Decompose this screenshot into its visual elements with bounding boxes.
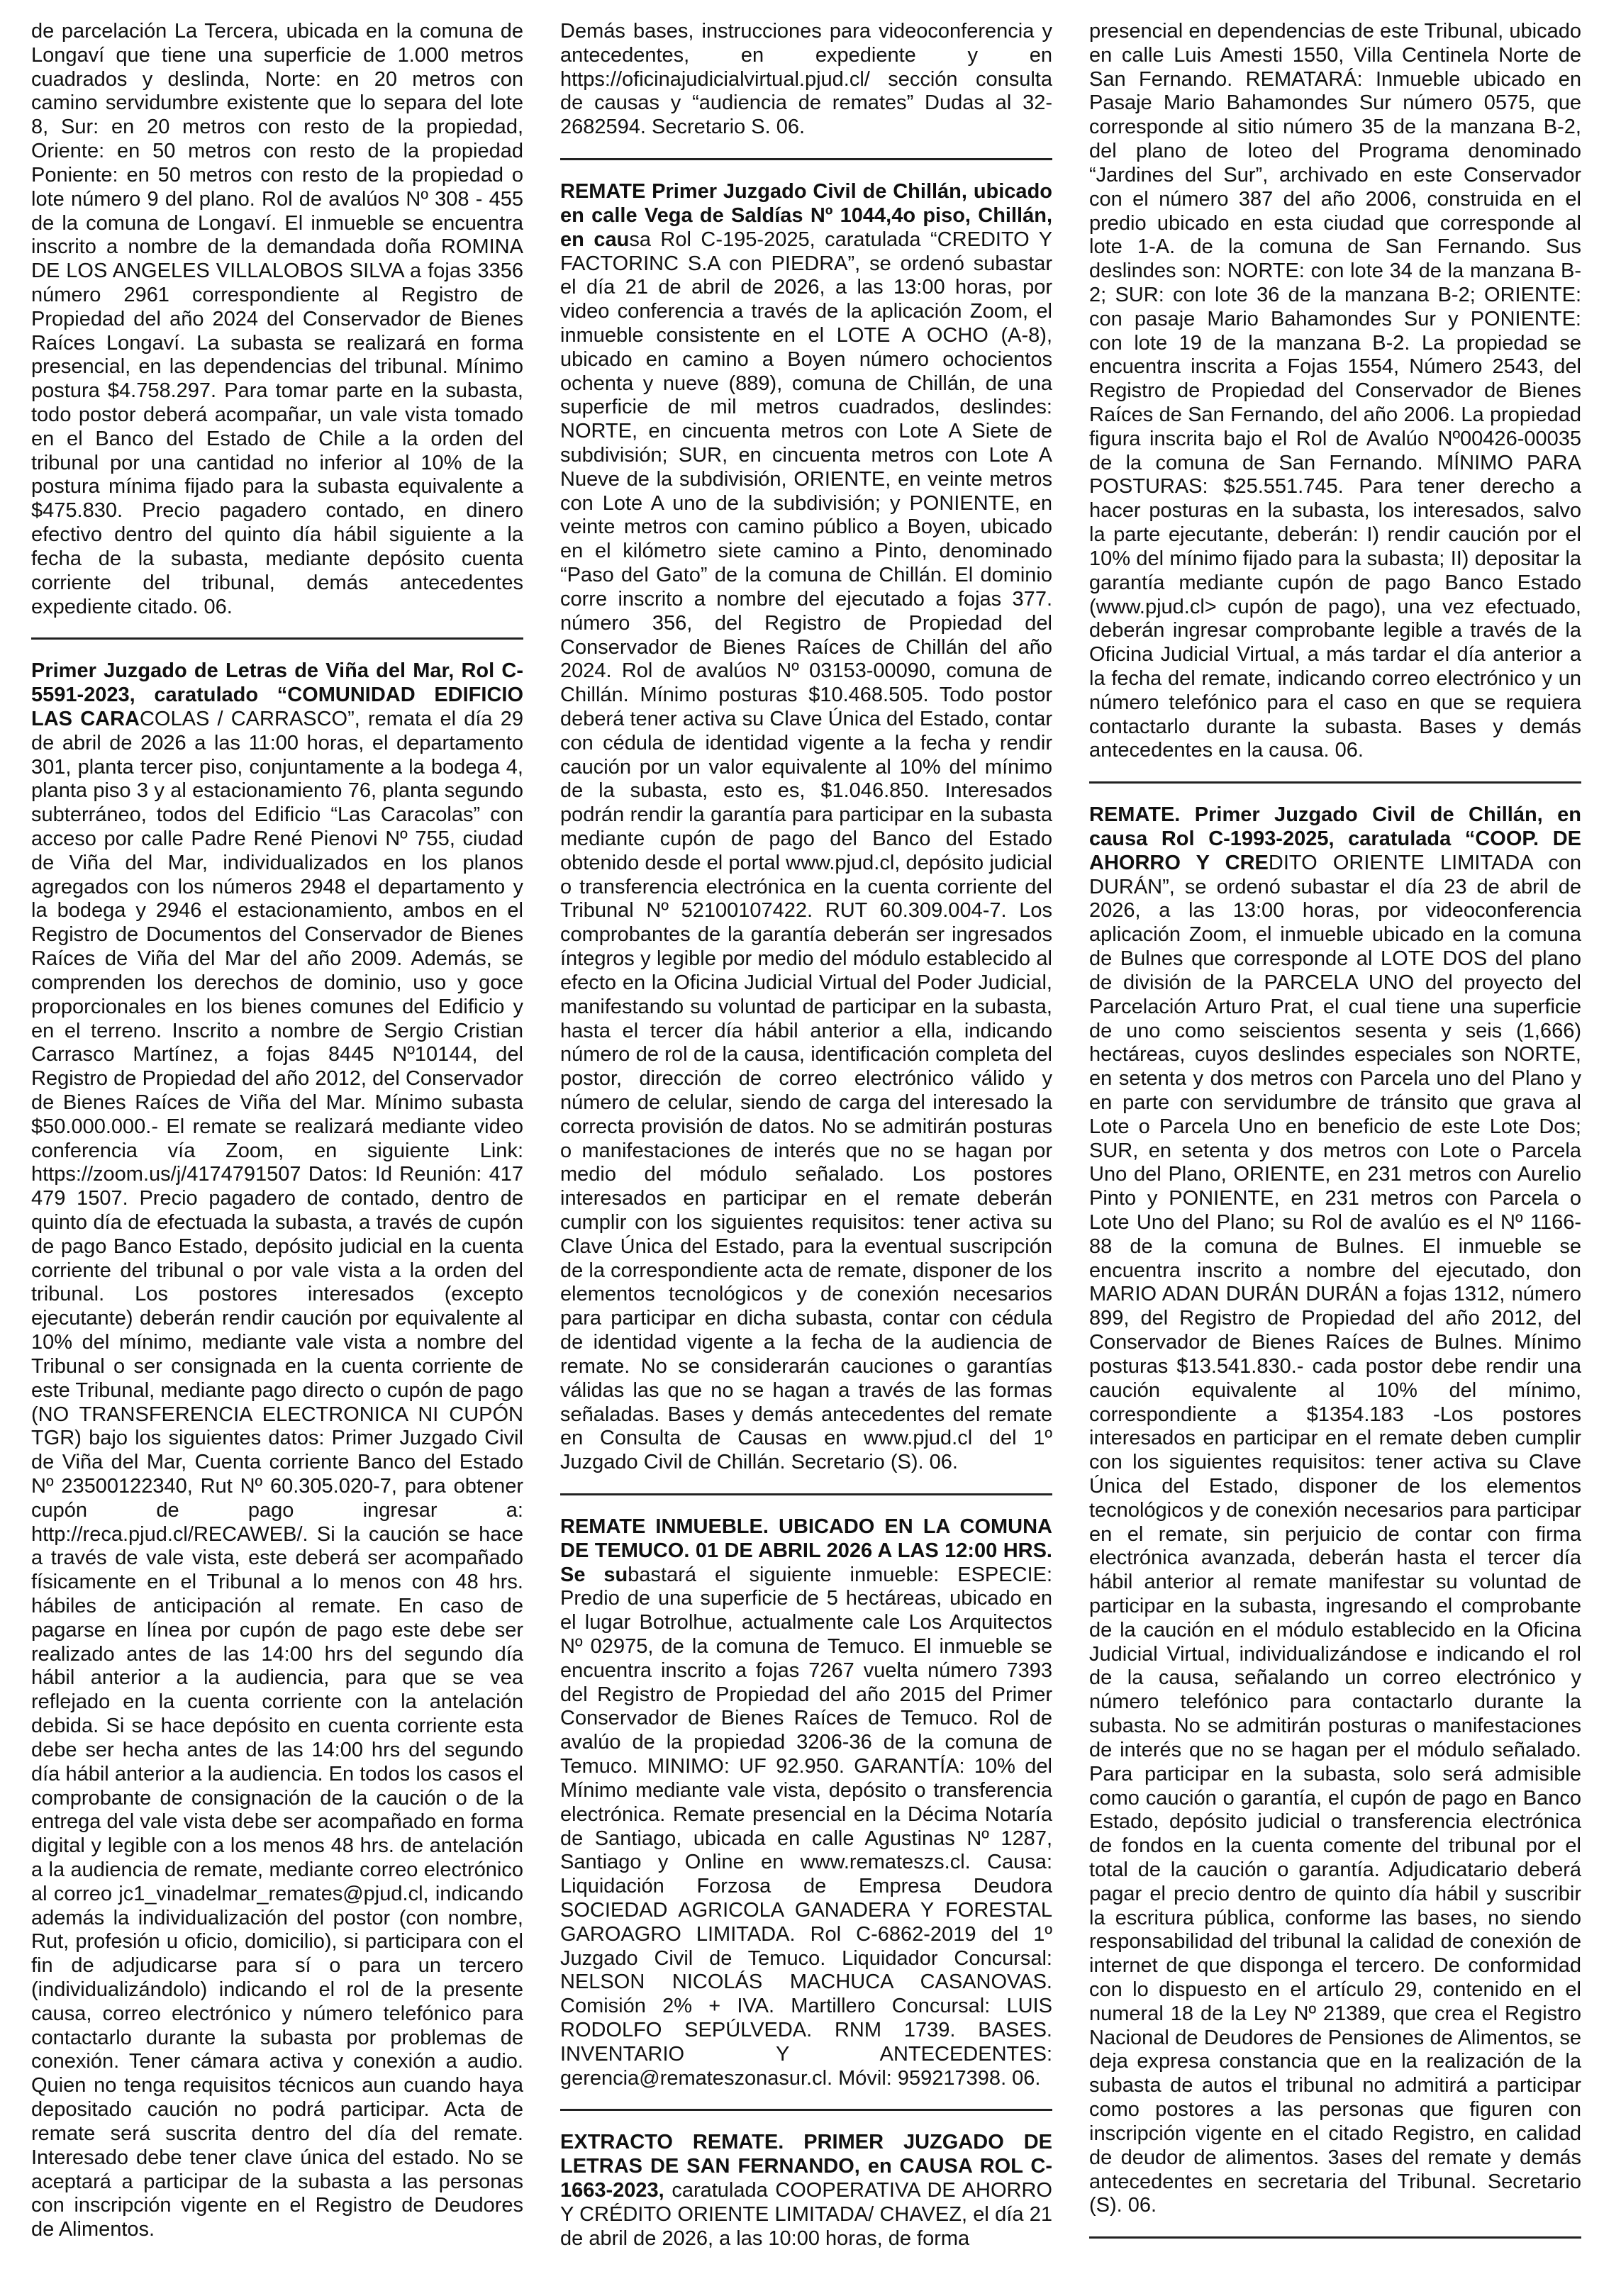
divider xyxy=(31,637,523,640)
notice-title: REMATE Primer Juzgado Civil de Chillán, ubicado en calle Vega de Saldías Nº 1044,4o piso, Chillán, en cau xyxy=(560,180,1052,251)
column-3 xyxy=(1089,20,1581,2258)
divider xyxy=(560,2109,1052,2111)
divider xyxy=(1089,781,1581,784)
notice-vina-del-mar xyxy=(31,659,523,2242)
notice-temuco xyxy=(560,1515,1052,2091)
notice-title: REMATE INMUEBLE. UBICADO EN LA COMUNA DE TEMUCO. 01 DE ABRIL 2026 A LAS 12:00 HRS. Se su xyxy=(560,1515,1052,1586)
notice-text: Demás bases, instrucciones para videoconferencia y antecedentes, en expediente y en https://oficinajudicialvirtual.pjud.cl/ sección consulta de causas y “audiencia de remates” Dudas al 32-2682594. Secretario S. 06. xyxy=(560,20,1052,139)
notice-text: caratulada COOPERATIVA DE AHORRO Y CRÉDITO ORIENTE LIMITADA/ CHAVEZ, el día 21 de abril de 2026, a las 10:00 horas, de forma xyxy=(560,2179,1052,2250)
notice-san-fernando xyxy=(560,2131,1052,2251)
divider xyxy=(1089,2236,1581,2239)
column-1 xyxy=(31,20,523,2242)
divider xyxy=(560,1493,1052,1495)
notice-title: Primer Juzgado de Letras de Viña del Mar, Rol C-5591-2023, caratulado “COMUNIDAD EDIFICIO LAS CARA xyxy=(31,659,523,730)
notice-title: REMATE. Primer Juzgado Civil de Chillán, en causa Rol C-1993-2025, caratulada “COOP. DE AHORRO Y CRE xyxy=(1089,803,1581,874)
notice-title: EXTRACTO REMATE. PRIMER JUZGADO DE LETRAS DE SAN FERNANDO, en CAUSA ROL C-1663-2023, xyxy=(560,2131,1052,2202)
notice-text: de parcelación La Tercera, ubicada en la comuna de Longaví que tiene una superficie de 1.000 metros cuadrados y deslinda, Norte: en 20 metros con camino servidumbre existente que lo separa del lote 8, Sur: en 20 metros con resto de la propiedad, Oriente: en 50 metros con resto de la propiedad Poniente: en 50 metros con resto de la propiedad o lote número 9 del plano. Rol de avalúos Nº 308 - 455 de la comuna de Longaví. El inmueble se encuentra inscrito a nombre de la demandada doña ROMINA DE LOS ANGELES VILLALOBOS SILVA a fojas 3356 número 2961 correspondiente al Registro de Propiedad del año 2024 del Conservador de Bienes Raíces Longaví. La subasta se realizará en forma presencial, en las dependencias del tribunal. Mínimo postura $4.758.297. Para tomar parte en la subasta, todo postor deberá acompañar, un vale vista tomado en el Banco del Estado de Chile a la orden del tribunal por una cantidad no inferior al 10% de la postura mínima fijado para la subasta equivalente a $475.830. Precio pagadero contado, en dinero efectivo dentro del quinto día hábil siguiente a la fecha de la subasta, mediante depósito cuenta corriente del tribunal, demás antecedentes expediente citado. 06. xyxy=(31,20,523,618)
notice-longavi-continuation xyxy=(31,20,523,619)
notice-text: DITO ORIENTE LIMITADA con DURÁN”, se ordenó subastar el día 23 de abril de 2026, a las 13:00 horas, por videoconferencia aplicación Zoom, el inmueble ubicado en la comuna de Bulnes que corresponde al LOTE DOS del plano de división de la PARCELA UNO del proyecto del Parcelación Arturo Prat, el cual tiene una superficie de uno como seiscientos sesenta y seis (1,666) hectáreas, cuyos deslindes especiales son NORTE, en setenta y dos metros con Parcela uno del Plano y en parte con servidumbre de tránsito que grava al Lote o Parcela Uno en beneficio de este Lote Dos; SUR, en setenta y dos metros con Lote o Parcela Uno del Plano, ORIENTE, en 231 metros con Aurelio Pinto y PONIENTE, en 231 metros con Parcela o Lote Uno del Plano; su Rol de avalúo es el Nº 1166-88 de la comuna de Bulnes. El inmueble se encuentra inscrito a nombre del ejecutado, don MARIO ADAN DURÁN DURÁN a fojas 1312, número 899, del Registro de Propiedad del año 2012, del Conservador de Bienes Raíces de Bulnes. Mínimo posturas $13.541.830.- cada postor debe rendir una caución equivalente al 10% del mínimo, correspondiente a $1354.183 -Los postores interesados en participar en el remate deben cumplir con los siguientes requisitos: tener activa su Clave Única del Estado, disponer de los elementos tecnológicos y de conexión necesarios para participar en el remate, sin perjuicio de contar con firma electrónica avanzada, deberán hasta el tercer día hábil anterior al remate manifestar su voluntad de participar en la subasta, ingresando el comprobante de la caución en el módulo establecido en la Oficina Judicial Virtual, individualizándose e indicando el rol de la causa, señalando un correo electrónico y número telefónico para contactarlo durante la subasta. No se admitirán posturas o manifestaciones de interés que no se hagan per el módulo señalado. Para participar en la subasta, solo será admisible como caución o garantía, el cupón de pago en Banco Estado, depósito judicial o transferencia electrónica de fondos en la cuenta comente del tribunal por el total de la caución o garantía. Adjudicatario deberá pagar el precio dentro de quinto día hábil y suscribir la escritura pública, conforme las bases, no siendo responsabilidad del tribunal la calidad de conexión de internet de que disponga el tercero. De conformidad con lo dispuesto en el artículo 29, contenido en el numeral 18 de la Ley Nº 21389, que crea el Registro Nacional de Deudores de Pensiones de Alimentos, se deja expresa constancia que en la realización de la subasta de autos el tribunal no admitirá a participar como postores a las personas que figuren con inscripción vigente en el citado Registro, en calidad de deudor de alimentos. 3ases del remate y demás antecedentes en secretaria del Tribunal. Secretario (S). 06. xyxy=(1089,851,1581,2217)
notice-text: sa Rol C-195-2025, caratulada “CREDITO Y FACTORINC S.A con PIEDRA”, se ordenó subastar el día 21 de abril de 2026, a las 13:00 horas, por video conferencia a través de la aplicación Zoom, el inmueble consistente en el LOTE A OCHO (A-8), ubicado en camino a Boyen número ochocientos ochenta y nueve (889), comuna de Chillán, de una superficie de mil metros cuadrados, deslindes: NORTE, en cincuenta metros con Lote A Siete de subdivisión; SUR, en cincuenta metros con Lote A Nueve de la subdivisión, ORIENTE, en veinte metros con Lote A uno de la subdivisión; y PONIENTE, en veinte metros con camino público a Boyen, ubicado en el kilómetro siete camino a Pinto, denominado “Paso del Gato” de la comuna de Chillán. El dominio corre inscrito a nombre del ejecutado a fojas 377. número 356, del Registro de Propiedad del Conservador de Bienes Raíces de Chillán del año 2024. Rol de avalúos Nº 03153-00090, comuna de Chillán. Mínimo posturas $10.468.505. Todo postor deberá tener activa su Clave Única del Estado, contar con cédula de identidad vigente a la fecha y rendir caución por un valor equivalente al 10% del mínimo de la subasta, esto es, $1.046.850. Interesados podrán rendir la garantía para participar en la subasta mediante cupón de pago del Banco del Estado obtenido desde el portal www.pjud.cl, depósito judicial o transferencia electrónica en la cuenta corriente del Tribunal Nº 52100107422. RUT 60.309.004-7. Los comprobantes de la garantía deberán ser ingresados íntegros y legible por medio del módulo establecido al efecto en la Oficina Judicial Virtual del Poder Judicial, manifestando su voluntad de participar en la subasta, hasta el tercer día hábil anterior a ella, indicando número de rol de la causa, identificación completa del postor, dirección de correo electrónico válido y número de celular, siendo de carga del interesado la correcta provisión de datos. No se admitirán posturas o manifestaciones de interés que no se hagan por medio del módulo señalado. Los postores interesados en participar en el remate deberán cumplir con los siguientes requisitos: tener activa su Clave Única del Estado, para la eventual suscripción de la correspondiente acta de remate, disponer de los elementos tecnológicos y de conexión necesarios para participar en dicha subasta, contar con cédula de identidad vigente a la fecha de la audiencia de remate. No se considerarán cauciones o garantías válidas las que no se hagan a través de las formas señaladas. Bases y demás antecedentes del remate en Consulta de Causas en www.pjud.cl del 1º Juzgado Civil de Chillán. Secretario (S). 06. xyxy=(560,228,1052,1474)
notice-text: presencial en dependencias de este Tribunal, ubicado en calle Luis Amesti 1550, Villa Centinela Norte de San Fernando. REMATARÁ: Inmueble ubicado en Pasaje Mario Bahamondes Sur número 0575, que corresponde al sitio número 35 de la manzana B-2, del plano de loteo del Programa denominado “Jardines del Sur”, archivado en este Conservador con el número 387 del año 2006, construida en el predio ubicado en esta ciudad que corresponde al lote 1-A. de la comuna de San Fernando. Sus deslindes son: NORTE: con lote 34 de la manzana B-2; SUR: con lote 36 de la manzana B-2; ORIENTE: con pasaje Mario Bahamondes Sur y PONIENTE: con lote 19 de la manzana B-2. La propiedad se encuentra inscrita a Fojas 1554, Número 2543, del Registro de Propiedad del Conservador de Bienes Raíces de San Fernando, del año 2006. La propiedad figura inscrita bajo el Rol de Avalúo Nº00426-00035 de la comuna de San Fernando. MÍNIMO PARA POSTURAS: $25.551.745. Para tener derecho a hacer posturas en la subasta, los interesados, salvo la parte ejecutante, deberán: I) rendir caución por el 10% del mínimo fijado para la subasta; II) depositar la garantía mediante cupón de pago Banco Estado (www.pjud.cl> cupón de pago), una vez efectuado, deberán ingresar comprobante legible a través de la Oficina Judicial Virtual, a más tardar el día anterior a la fecha del remate, indicando correo electrónico y un número telefónico para el caso en que se requiera contactarlo durante la subasta. Bases y demás antecedentes en la causa. 06. xyxy=(1089,20,1581,762)
notice-chillan-c195 xyxy=(560,180,1052,1475)
column-2 xyxy=(560,20,1052,2251)
notice-vina-continuation xyxy=(560,20,1052,140)
divider xyxy=(560,158,1052,160)
notice-san-fernando-continuation xyxy=(1089,20,1581,763)
notice-text: COLAS / CARRASCO”, remata el día 29 de abril de 2026 a las 11:00 horas, el departamento 301, planta tercer piso, conjuntamente a la bodega 4, planta piso 3 y al estacionamiento 76, planta segundo subterráneo, todos del Edificio “Las Caracolas” con acceso por calle Padre René Pienovi Nº 755, ciudad de Viña del Mar, individualizados en los planos agregados con los números 2948 el departamento y la bodega y 2946 el estacionamiento, ambos en el Registro de Documentos del Conservador de Bienes Raíces de Viña del Mar del año 2009. Además, se comprenden los derechos de dominio, uso y goce proporcionales en los bienes comunes del Edificio y en el terreno. Inscrito a nombre de Sergio Cristian Carrasco Martínez, a fojas 8445 Nº10144, del Registro de Propiedad del año 2012, del Conservador de Bienes Raíces de Viña del Mar. Mínimo subasta $50.000.000.- El remate se realizará mediante video conferencia vía Zoom, en siguiente Link: https://zoom.us/j/4174791507 Datos: Id Reunión: 417 479 1507. Precio pagadero de contado, dentro de quinto día de efectuada la subasta, a través de cupón de pago Banco Estado, depósito judicial en la cuenta corriente del tribunal o por vale vista a la orden del tribunal. Los postores interesados (excepto ejecutante) deberán rendir caución por equivalente al 10% del mínimo, mediante vale vista a nombre del Tribunal o ser consignada en la cuenta corriente de este Tribunal, mediante pago directo o cupón de pago (NO TRANSFERENCIA ELECTRONICA NI CUPÓN TGR) bajo los siguientes datos: Primer Juzgado Civil de Viña del Mar, Cuenta corriente Banco del Estado Nº 23500122340, Rut Nº 60.305.020-7, para obtener cupón de pago ingresar a: http://reca.pjud.cl/RECAWEB/. Si la caución se hace a través de vale vista, este deberá ser acompañado físicamente en el Tribunal a lo menos con 48 hrs. hábiles de anticipación al remate. En caso de pagarse en línea por cupón de pago este debe ser realizado antes de las 14:00 hrs del segundo día hábil anterior a la audiencia, para que se vea reflejado en la cuenta corriente con la antelación debida. Si se hace depósito en cuenta corriente esta debe ser hecha antes de las 14:00 hrs del segundo día hábil anterior a la audiencia. En todos los casos el comprobante de consignación de la caución o de la entrega del vale vista debe ser acompañado en forma digital y legible con a los menos 48 hrs. de antelación a la audiencia de remate, mediante correo electrónico al correo jc1_vinadelmar_remates@pjud.cl, indicando además la individualización del postor (con nombre, Rut, profesión u oficio, domicilio), si participara con el fin de adjudicarse para sí o para un tercero (individualizándolo) indicando el rol de la presente causa, correo electrónico y número telefónico para contactarlo durante la subasta por problemas de conexión. Tener cámara activa y conexión a audio. Quien no tenga requisitos técnicos aun cuando haya depositado caución no podrá participar. Acta de remate será suscrita dentro del día del remate. Interesado debe tener clave única del estado. No se aceptará a participar de la subasta a las personas con inscripción vigente en el Registro de Deudores de Alimentos. xyxy=(31,707,523,2241)
notice-chillan-c1993 xyxy=(1089,803,1581,2218)
notice-text: bastará el siguiente inmueble: ESPECIE: Predio de una superficie de 5 hectáreas, ubicado en el lugar Botrolhue, actualmente cale Los Arquitectos Nº 02975, de la comuna de Temuco. El inmueble se encuentra inscrito a fojas 7267 vuelta número 7393 del Registro de Propiedad del año 2015 del Primer Conservador de Bienes Raíces de Temuco. Rol de avalúo de la propiedad 3206-36 de la comuna de Temuco. MINIMO: UF 92.950. GARANTÍA: 10% del Mínimo mediante vale vista, depósito o transferencia electrónica. Remate presencial en la Décima Notaría de Santiago, ubicada en calle Agustinas Nº 1287, Santiago y Online en www.remateszs.cl. Causa: Liquidación Forzosa de Empresa Deudora SOCIEDAD AGRICOLA GANADERA Y FORESTAL GAROAGRO LIMITADA. Rol C-6862-2019 del 1º Juzgado Civil de Temuco. Liquidador Concursal: NELSON NICOLÁS MACHUCA CASANOVAS. Comisión 2% + IVA. Martillero Concursal: LUIS RODOLFO SEPÚLVEDA. RNM 1739. BASES. INVENTARIO Y ANTECEDENTES: gerencia@remateszonasur.cl. Móvil: 959217398. 06. xyxy=(560,1563,1052,2090)
